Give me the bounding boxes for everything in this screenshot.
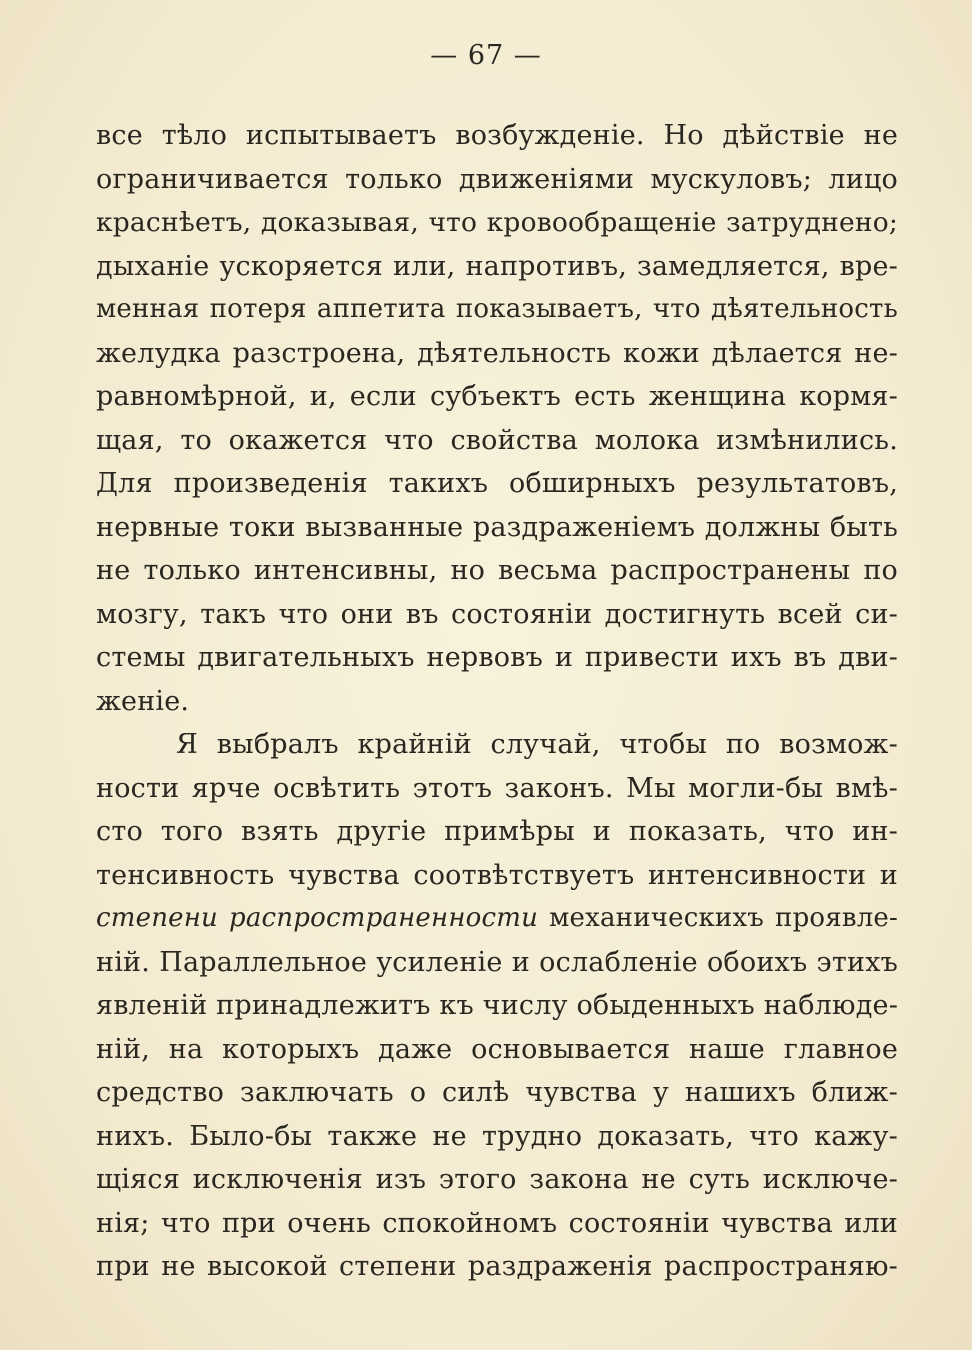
text-line: стемы двигательныхъ нервовъ и привести ихъ въ дви- [96, 642, 898, 673]
text-line: щая, то окажется что свойства молока измѣнились. [96, 424, 898, 456]
text-line: краснѣетъ, доказывая, что кровообращеніе затруднено; [96, 207, 898, 238]
text-line: тенсивность чувства соотвѣтствуетъ интенсивности и [96, 859, 898, 891]
text-line: женіе. [96, 685, 190, 717]
emphasized-phrase: степени распространенности [96, 903, 539, 933]
text-line: средство заключать о силѣ чувства у нашихъ ближ- [96, 1077, 898, 1108]
text-line: нихъ. Было-бы также не трудно доказать, что кажу- [96, 1120, 898, 1152]
text-line: ній. Параллельное усиленіе и ослабленіе обоихъ этихъ [96, 946, 898, 978]
text-line: щіяся исключенія изъ этого закона не суть исключе- [96, 1164, 898, 1195]
text-line: ограничивается только движеніями мускуловъ; лицо [96, 163, 898, 195]
text-line: желудка разстроена, дѣятельность кожи дѣлается не- [96, 337, 898, 369]
body-text [96, 114, 898, 1289]
text-line: сто того взять другіе примѣры и показать, что ин- [96, 816, 898, 847]
text-segment: механическихъ проявле- [538, 903, 898, 933]
page-number: — 67 — [430, 40, 542, 71]
text-line: ній, на которыхъ даже основывается наше главное [96, 1033, 898, 1065]
text-line: дыханіе ускоряется или, напротивъ, замедляется, вре- [96, 250, 898, 282]
text-line-with-emphasis [96, 897, 898, 941]
text-line: ности ярче освѣтить этотъ законъ. Мы могли-бы вмѣ- [96, 772, 898, 804]
text-line: равномѣрной, и, если субъектъ есть женщина кормя- [96, 381, 898, 412]
text-line: нервные токи вызванные раздраженіемъ должны быть [96, 511, 898, 543]
text-line: менная потеря аппетита показываетъ, что дѣятельность [96, 294, 898, 324]
text-line: нія; что при очень спокойномъ состояніи чувства или [96, 1207, 898, 1239]
text-line: явленій принадлежитъ къ числу обыденныхъ наблюде- [96, 990, 899, 1021]
text-line: Для произведенія такихъ обширныхъ результатовъ, [96, 468, 898, 499]
text-line: все тѣло испытываетъ возбужденіе. Но дѣйствіе не [96, 120, 898, 151]
text-line: мозгу, такъ что они въ состояніи достигнуть всей си- [96, 598, 898, 630]
paragraph-start-line: Я выбралъ крайній случай, чтобы по возмож- [176, 729, 898, 760]
text-line: при не высокой степени раздраженія распространяю- [96, 1251, 898, 1282]
text-line: не только интенсивны, но весьма распространены по [96, 555, 898, 586]
